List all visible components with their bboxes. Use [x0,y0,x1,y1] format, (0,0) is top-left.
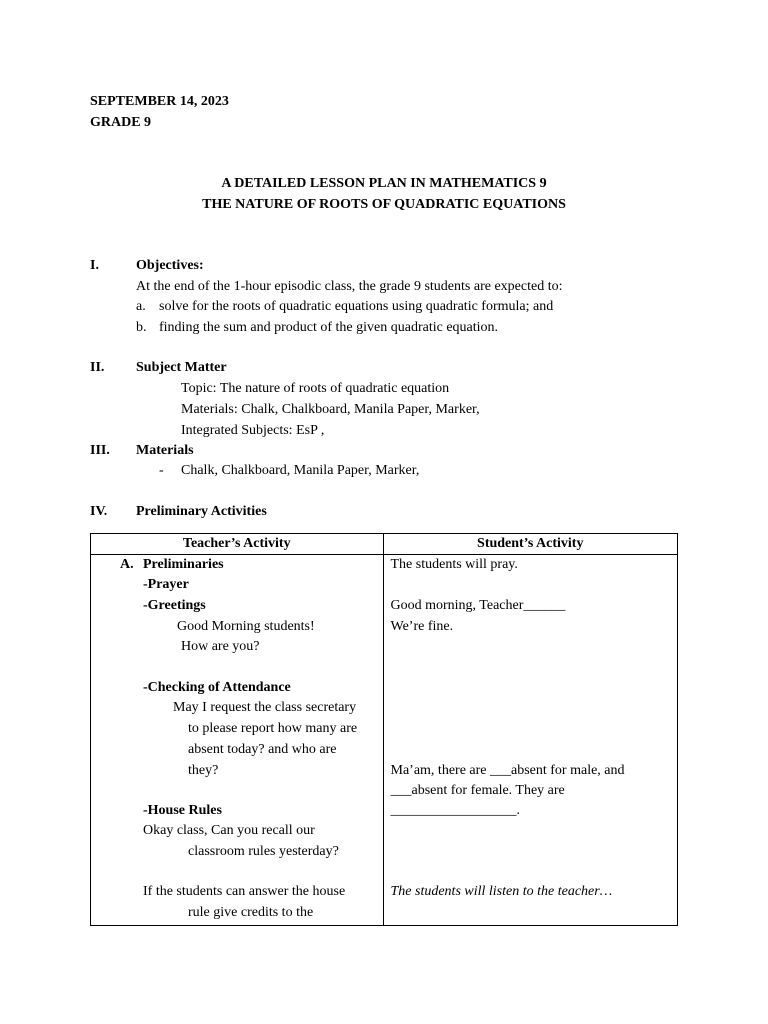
section-numeral-preliminary: IV. [90,504,108,519]
student-line: Good morning, Teacher______ [390,598,566,613]
student-activity-cell [383,555,678,926]
teacher-line: Good Morning students! [177,619,315,634]
teacher-line: absent today? and who are [188,742,337,757]
objective-item: solve for the roots of quadratic equations using quadratic formula; and [159,299,554,314]
section-heading-preliminary: Preliminary Activities [136,504,267,519]
teacher-line: Okay class, Can you recall our [143,823,315,838]
grade-level: GRADE 9 [90,115,152,130]
teacher-activity-cell [91,555,384,926]
subject-integrated: Integrated Subjects: EsP , [181,423,325,438]
subject-materials: Materials: Chalk, Chalkboard, Manila Paper, Marker, [181,402,480,417]
student-line: __________________. [390,803,520,818]
materials-bullet: - [159,463,164,478]
objective-marker: b. [136,320,147,335]
section-numeral-objectives: I. [90,258,99,273]
student-line: The students will pray. [390,557,518,572]
column-header-student: Student’s Activity [383,534,678,555]
materials-list: Chalk, Chalkboard, Manila Paper, Marker, [181,463,420,478]
subheading-house-rules: -House Rules [143,803,222,818]
table-header-row [91,534,678,555]
section-numeral-subject-matter: II. [90,360,105,375]
teacher-line: How are you? [181,639,260,654]
table-row [91,555,678,926]
teacher-line: classroom rules yesterday? [188,844,339,859]
section-heading-objectives: Objectives: [136,258,204,273]
teacher-line: they? [188,763,219,778]
document-title: A DETAILED LESSON PLAN IN MATHEMATICS 9 [221,176,547,191]
teacher-line: If the students can answer the house [143,884,346,899]
teacher-line: to please report how many are [188,721,358,736]
activity-heading: Preliminaries [143,557,224,572]
section-heading-subject-matter: Subject Matter [136,360,227,375]
subheading-greetings: -Greetings [143,598,206,613]
activity-table [90,533,678,926]
student-line: Ma’am, there are ___absent for male, and [390,763,625,778]
teacher-line: May I request the class secretary [173,700,357,715]
subheading-attendance: -Checking of Attendance [143,680,291,695]
activity-marker: A. [120,557,134,572]
document-subtitle: THE NATURE OF ROOTS OF QUADRATIC EQUATIONS [202,197,566,212]
section-numeral-materials: III. [90,443,110,458]
subject-topic: Topic: The nature of roots of quadratic equation [181,381,450,396]
column-header-teacher: Teacher’s Activity [91,534,384,555]
student-line: The students will listen to the teacher… [390,884,613,899]
teacher-line: rule give credits to the [188,905,314,920]
subheading-prayer: -Prayer [143,577,189,592]
objective-item: finding the sum and product of the given quadratic equation. [159,320,499,335]
student-line: We’re fine. [390,619,454,634]
section-heading-materials: Materials [136,443,194,458]
student-line: ___absent for female. They are [390,783,565,798]
lesson-date: SEPTEMBER 14, 2023 [90,94,229,109]
objective-marker: a. [136,299,146,314]
objectives-intro: At the end of the 1-hour episodic class, the grade 9 students are expected to: [136,279,563,294]
